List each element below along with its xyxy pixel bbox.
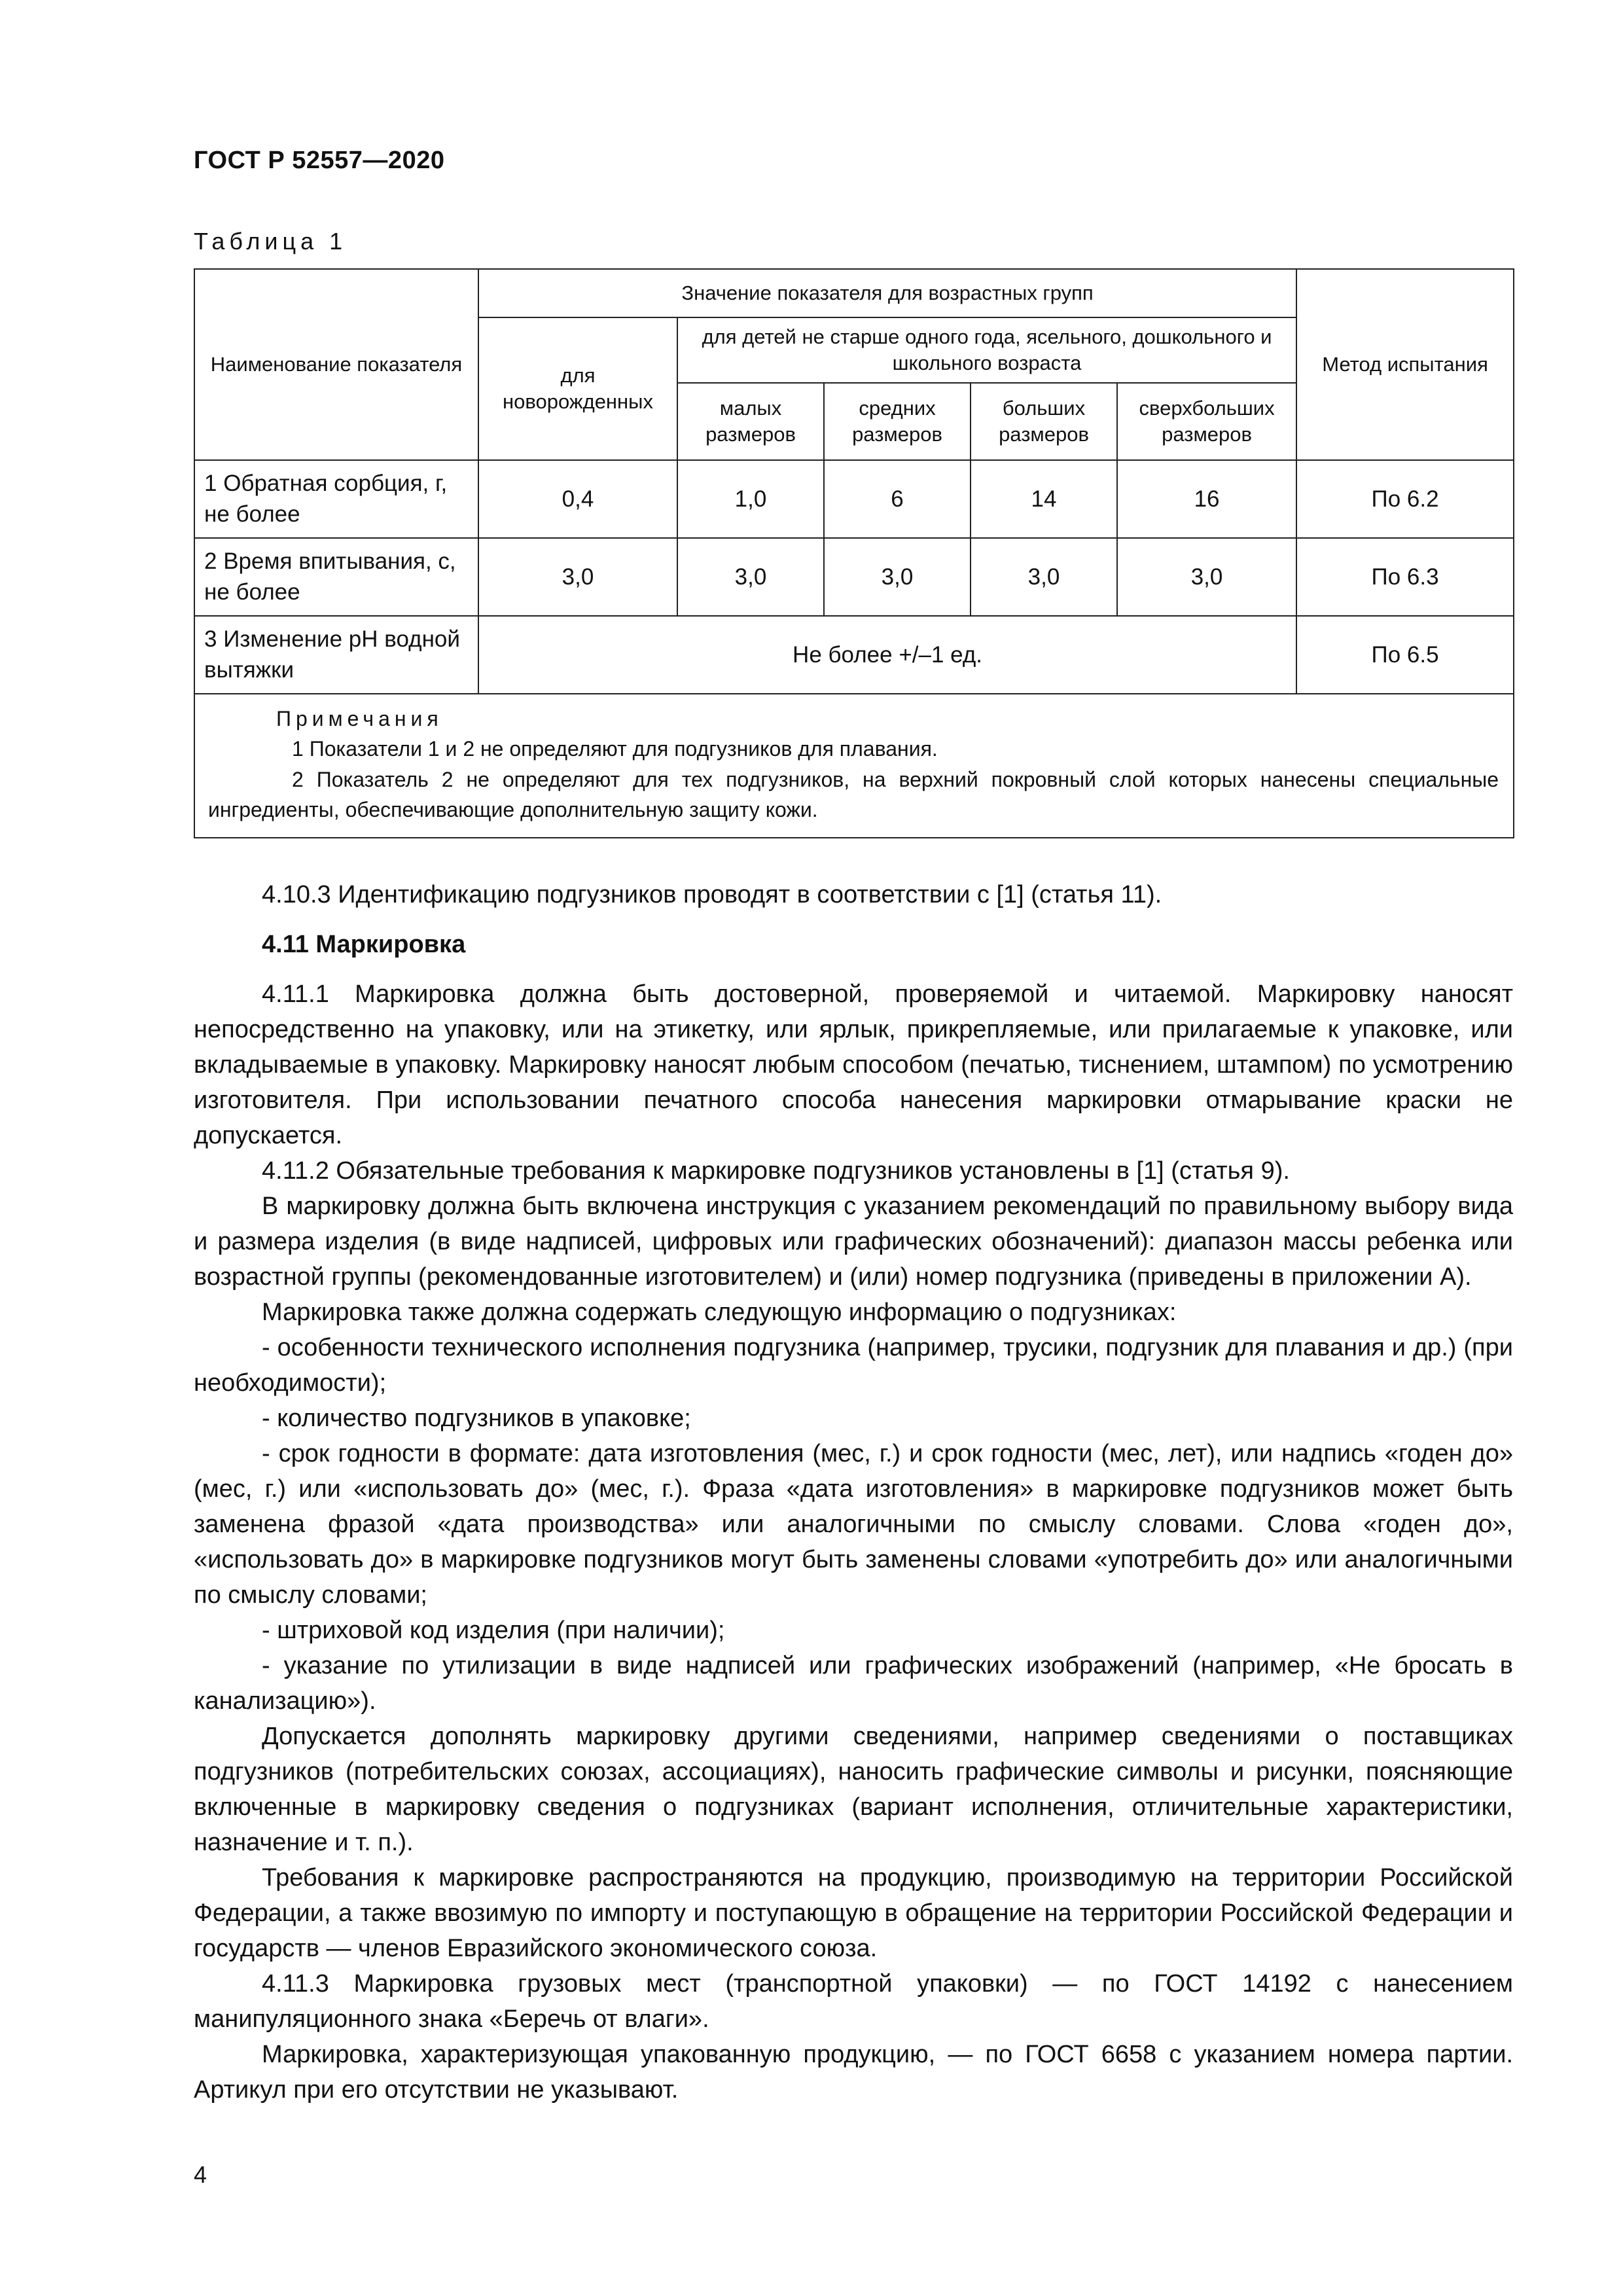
cell-value: 3,0	[1117, 538, 1296, 616]
cell-value: 1,0	[677, 460, 824, 538]
section-heading-4-11: 4.11 Маркировка	[262, 931, 466, 958]
cell-method: По 6.5	[1296, 616, 1514, 694]
cell-value: 3,0	[824, 538, 971, 616]
table-row	[194, 538, 1514, 616]
note-item: 2 Показатель 2 не определяют для тех подгузников, на верхний покровный слой которых нанесены специальные ингредиенты, обеспечивающие дополнительную защиту кожи.	[208, 767, 1499, 822]
column-header-test-method: Метод испытания	[1296, 269, 1514, 460]
cell-value: 14	[971, 460, 1117, 538]
column-header-newborn: для новорожденных	[478, 317, 677, 460]
list-item: - штриховой код изделия (при наличии);	[262, 1617, 725, 1644]
table-row	[194, 460, 1514, 538]
cell-value: 3,0	[478, 538, 677, 616]
cell-value: 16	[1117, 460, 1296, 538]
list-item: - указание по утилизации в виде надписей или графических изображений (например, «Не бросать в канализацию»).	[194, 1652, 1513, 1715]
indicators-table	[194, 268, 1514, 838]
cell-value: 3,0	[677, 538, 824, 616]
paragraph-4-10-3: 4.10.3 Идентификацию подгузников проводят в соответствии с [1] (статья 11).	[262, 881, 1162, 908]
table-row	[194, 616, 1514, 694]
row-name: 2 Время впитывания, с, не более	[194, 538, 478, 616]
cell-merged-value: Не более +/–1 ед.	[478, 616, 1296, 694]
paragraph-packaged: Маркировка, характеризующая упакованную продукцию, — по ГОСТ 6658 с указанием номера партии. Артикул при его отсутствии не указывают.	[194, 2041, 1513, 2104]
paragraph-also: Маркировка также должна содержать следующую информацию о подгузниках:	[262, 1299, 1177, 1326]
cell-method: По 6.2	[1296, 460, 1514, 538]
column-header-indicator-name: Наименование показателя	[194, 269, 478, 460]
body-text	[194, 877, 1513, 2108]
paragraph-requirements: Требования к маркировке распространяются на продукцию, производимую на территории Российской Федерации, а также ввозимую по импорту и поступающую в обращение на территории Российской Федерации и государств — членов Евразийского экономического союза.	[194, 1864, 1513, 1962]
row-name: 1 Обратная сорбция, г, не более	[194, 460, 478, 538]
cell-value: 3,0	[971, 538, 1117, 616]
list-item: - особенности технического исполнения подгузника (например, трусики, подгузник для плавания и др.) (при необходимости);	[194, 1334, 1513, 1397]
paragraph-4-11-3: 4.11.3 Маркировка грузовых мест (транспортной упаковки) — по ГОСТ 14192 с нанесением манипуляционного знака «Беречь от влаги».	[194, 1970, 1513, 2033]
row-name: 3 Изменение pH водной вытяжки	[194, 616, 478, 694]
column-header-medium: средних размеров	[824, 383, 971, 460]
column-header-small: малых размеров	[677, 383, 824, 460]
cell-method: По 6.3	[1296, 538, 1514, 616]
table-notes	[194, 694, 1514, 838]
list-item: - срок годности в формате: дата изготовления (мес, г.) и срок годности (мес, лет), или надпись «годен до» (мес, г.) или «использовать до» (мес, г.). Фраза «дата изготовления» в маркировке подгузников может быть заменена фразой «дата производства» или аналогичными по смыслу словами. Слова «годен до», «использовать до» в маркировке подгузников могут быть заменены словами «употребить до» или аналогичными по смыслу словами;	[194, 1440, 1513, 1609]
column-header-large: больших размеров	[971, 383, 1117, 460]
column-header-children: для детей не старше одного года, ясельного, дошкольного и школьного возраста	[677, 317, 1296, 383]
paragraph-allowed: Допускается дополнять маркировку другими сведениями, например сведениями о поставщиках подгузников (потребительских союзах, ассоциациях), наносить графические символы и рисунки, поясняющие включенные в маркировку сведения о подгузниках (вариант исполнения, отличительные характеристики, назначение и т. п.).	[194, 1723, 1513, 1856]
document-code-header: ГОСТ Р 52557—2020	[194, 147, 445, 174]
column-header-xlarge: сверхбольших размеров	[1117, 383, 1296, 460]
paragraph-4-11-1: 4.11.1 Маркировка должна быть достоверной, проверяемой и читаемой. Маркировку наносят непосредственно на упаковку, или на этикетку, или ярлык, прикрепляемые, или прилагаемые к упаковке, или вкладываемые в упаковку. Маркировку наносят любым способом (печатью, тиснением, штампом) по усмотрению изготовителя. При использовании печатного способа нанесения маркировки отмарывание краски не допускается.	[194, 980, 1513, 1149]
table-caption: Таблица 1	[194, 228, 348, 255]
notes-title: Примечания	[276, 707, 443, 730]
column-header-age-groups: Значение показателя для возрастных групп	[478, 269, 1296, 317]
paragraph-instruction: В маркировку должна быть включена инструкция с указанием рекомендаций по правильному выбору вида и размера изделия (в виде надписей, цифровых или графических обозначений): диапазон массы ребенка или возрастной группы (рекомендованные изготовителем) и (или) номер подгузника (приведены в приложении А).	[194, 1193, 1513, 1291]
list-item: - количество подгузников в упаковке;	[262, 1405, 691, 1432]
note-item: 1 Показатели 1 и 2 не определяют для подгузников для плавания.	[292, 737, 938, 761]
paragraph-4-11-2: 4.11.2 Обязательные требования к маркировке подгузников установлены в [1] (статья 9).	[262, 1157, 1290, 1185]
page-number: 4	[194, 2161, 207, 2188]
cell-value: 0,4	[478, 460, 677, 538]
cell-value: 6	[824, 460, 971, 538]
